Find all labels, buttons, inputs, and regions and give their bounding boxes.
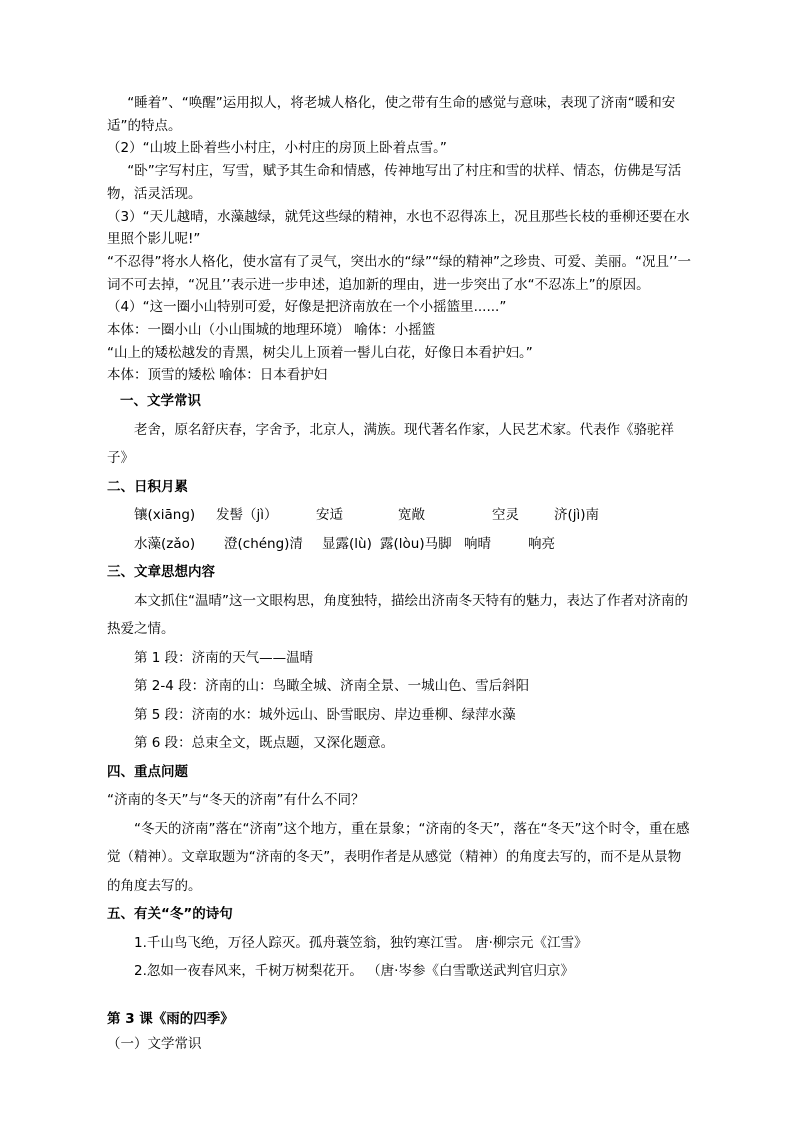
list-item: 1.千山鸟飞绝，万径人踪灭。孤舟蓑笠翁，独钓寒江雪。 唐·柳宗元《江雪》	[134, 934, 588, 951]
list-item: 第 2-4 段：济南的山：鸟瞰全城、济南全景、一城山色、雪后斜阳	[134, 678, 530, 695]
subheading: （一）文学常识	[107, 1036, 202, 1053]
section-heading: 一、文学常识	[120, 393, 201, 410]
vocab-row	[107, 530, 692, 559]
section-heading: 二、日积月累	[107, 478, 188, 495]
vocab-item: 济(jì)南	[554, 507, 600, 524]
document-page	[107, 92, 692, 1056]
vocab-item: 空灵	[492, 507, 519, 524]
vocab-item: 镶(xiāng)	[134, 507, 196, 524]
vocab-item: 露(lòu)马脚	[380, 535, 452, 552]
paragraph: 本文抓住“温晴”这一文眼构思，角度独特，描绘出济南冬天特有的魅力，表达了作者对济南的热爱之情。	[107, 592, 688, 638]
vocab-item: 发髻（jì）	[216, 507, 278, 524]
paragraph: “睡着”、“唤醒”运用拟人，将老城人格化，使之带有生命的感觉与意味，表现了济南“暖和安适”的特点。	[107, 95, 676, 134]
paragraph: “冬天的济南”落在“济南”这个地方，重在景象；“济南的冬天”，落在“冬天”这个时令，重在感觉（精神）。文章取题为“济南的冬天”，表明作者是从感觉（精神）的角度去写的，而不是从景物的角度去写的。	[107, 820, 690, 894]
list-item: 2.忽如一夜春风来，千树万树梨花开。 （唐·岑参《白雪歌送武判官归京》	[134, 963, 574, 980]
section-heading: 五、有关“冬”的诗句	[107, 906, 233, 923]
paragraph: “山上的矮松越发的青黑，树尖儿上顶着一髻儿白花，好像日本看护妇。”	[107, 344, 533, 361]
paragraph: （2）“山坡上卧着些小村庄，小村庄的房顶上卧着点雪。”	[107, 140, 447, 157]
paragraph: （3）“天儿越晴，水藻越绿，就凭这些绿的精神，水也不忍得冻上，况且那些长枝的垂柳还要在水里照个影儿呢!”	[107, 208, 690, 248]
list-item: 第 6 段：总束全文，既点题，又深化题意。	[134, 735, 395, 752]
section-heading: 三、文章思想内容	[107, 564, 215, 581]
list-item: 第 5 段：济南的水：城外远山、卧雪眠房、岸边垂柳、绿萍水藻	[134, 706, 516, 723]
vocab-item: 安适	[316, 507, 343, 524]
vocab-item: 响晴	[464, 535, 491, 552]
vocab-item: 水藻(zǎo)	[134, 535, 196, 552]
paragraph: 本体：一圈小山（小山围城的地理环境） 喻体：小摇篮	[107, 322, 436, 339]
paragraph: （4）“这一圈小山特别可爱，好像是把济南放在一个小摇篮里......”	[107, 299, 507, 316]
lesson-title: 第 3 课《雨的四季》	[107, 1010, 234, 1027]
spacer	[107, 986, 692, 1005]
vocab-item: 宽敞	[398, 507, 425, 524]
vocab-item: 澄(chéng)清	[224, 535, 303, 552]
question: “济南的冬天”与“冬天的济南”有什么不同？	[107, 792, 365, 809]
vocab-row	[107, 501, 692, 530]
vocab-item: 显露(lù)	[322, 535, 372, 552]
paragraph: “卧”字写村庄，写雪，赋予其生命和情感，传神地写出了村庄和雪的状样、情态，仿佛是写活物，活灵活现。	[107, 163, 682, 202]
section-heading: 四、重点问题	[107, 763, 188, 780]
paragraph: 本体：顶雪的矮松 喻体：日本看护妇	[107, 367, 328, 384]
paragraph: “不忍得”将水人格化，使水富有了灵气，突出水的“绿”“绿的精神”之珍贵、可爱、美丽。“况且’’一词不可去掉，“况且’’表示进一步申述，追加新的理由，进一步突出了水“不忍冻上”的原因。	[107, 253, 692, 293]
vocab-item: 响亮	[528, 535, 555, 552]
list-item: 第 1 段：济南的天气——温晴	[134, 649, 314, 666]
paragraph: 老舍，原名舒庆春，字舍予，北京人，满族。现代著名作家，人民艺术家。代表作《骆驼祥子》	[107, 421, 674, 467]
